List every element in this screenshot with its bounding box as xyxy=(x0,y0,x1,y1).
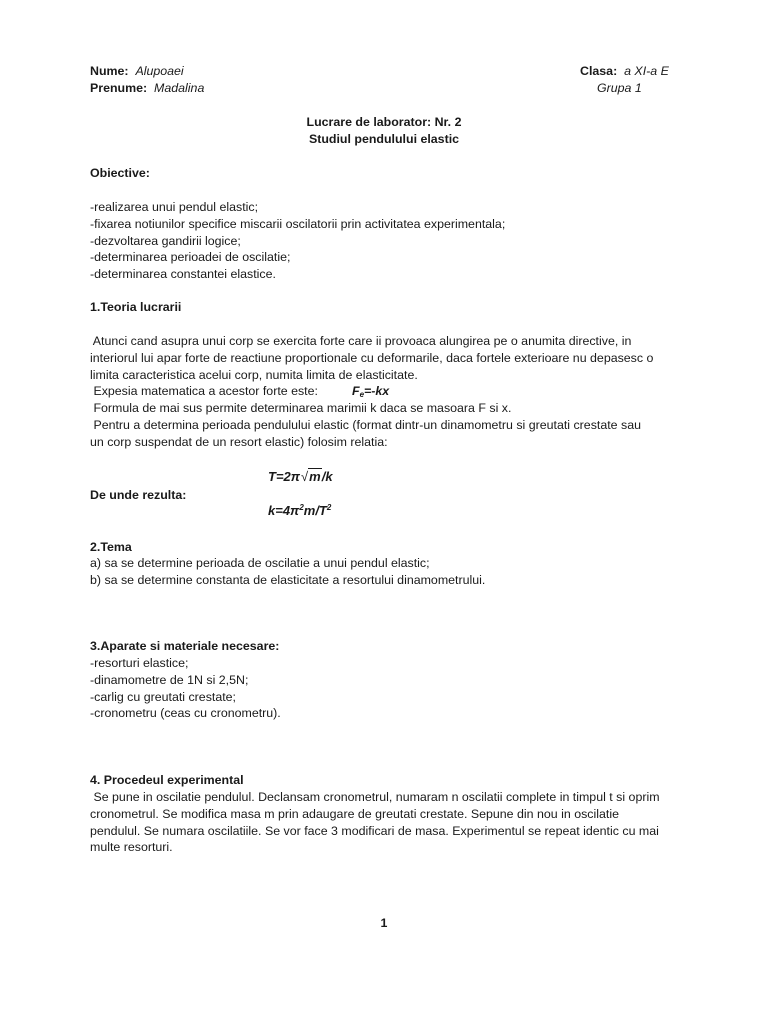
period-formula: T=2π√m/k xyxy=(268,469,333,484)
student-grupa: Grupa 1 xyxy=(597,81,642,95)
aparate-list xyxy=(90,655,690,722)
list-item: -determinarea constantei elastice. xyxy=(90,267,276,282)
nume-label: Nume: xyxy=(90,64,129,78)
paragraph-line: Se pune in oscilatie pendulul. Declansam cronometrul, numaram n oscilatii complete in timpul t si oprim xyxy=(90,790,660,804)
paragraph-line: pendulul. Se numara oscilatiile. Se vor face 3 modificari de masa. Experimentul se repeat identic cu mai xyxy=(90,823,659,838)
paragraph-line: interiorul lui apar forte de reactiune proportionale cu deformarile, daca fortele exterioare nu depasesc o xyxy=(90,350,654,365)
objectives-list xyxy=(90,199,690,283)
page-number: 1 xyxy=(380,916,388,930)
paragraph-line: Pentru a determina perioada pendulului elastic (format dintr-un dinamometru si greutati crestate sau xyxy=(90,417,641,432)
expression-line xyxy=(90,383,690,400)
prenume-value: Madalina xyxy=(154,81,205,95)
student-clasa xyxy=(580,63,669,80)
expression-text: Expesia matematica a acestor forte este: xyxy=(90,384,318,399)
nume-value: Alupoaei xyxy=(135,64,184,78)
list-item: a) sa se determine perioada de oscilatie a unui pendul elastic; xyxy=(90,556,430,570)
objectives-heading: Obiective: xyxy=(90,166,150,180)
paragraph-line: multe resorturi. xyxy=(90,840,173,855)
list-item: -carlig cu greutati crestate; xyxy=(90,689,236,704)
list-item: -fixarea notiunilor specifice miscarii oscilatorii prin activitatea experimentala; xyxy=(90,216,506,231)
tema-list xyxy=(90,555,690,589)
tema-heading: 2.Tema xyxy=(90,540,132,554)
paragraph-line: limita caracteristica acelui corp, numita limita de elasticitate. xyxy=(90,367,418,382)
list-item: -determinarea perioadei de oscilatie; xyxy=(90,250,291,265)
theory-paragraph xyxy=(90,333,690,451)
paragraph-line: cronometrul. Se modifica masa m prin adaugare de greutati crestate. Sepune din nou in oscilatie xyxy=(90,806,619,821)
page-subtitle: Studiul pendulului elastic xyxy=(308,132,460,146)
clasa-label: Clasa: xyxy=(580,64,618,78)
student-prenume xyxy=(90,80,204,97)
theory-heading: 1.Teoria lucrarii xyxy=(90,300,182,314)
paragraph-line: un corp suspendat de un resort elastic) folosim relatia: xyxy=(90,434,388,449)
student-name xyxy=(90,63,184,80)
list-item: b) sa se determine constanta de elasticitate a resortului dinamometrului. xyxy=(90,572,486,587)
clasa-value: a XI-a E xyxy=(624,64,669,78)
list-item: -resorturi elastice; xyxy=(90,656,189,670)
procedeu-paragraph xyxy=(90,789,690,856)
page-title: Lucrare de laborator: Nr. 2 xyxy=(306,115,462,129)
force-formula: $F_e=-kx$ xyxy=(352,384,390,400)
paragraph-line: Formula de mai sus permite determinarea marimii k daca se masoara F si x. xyxy=(90,401,512,416)
list-item: -dezvoltarea gandirii logice; xyxy=(90,233,241,248)
list-item: -dinamometre de 1N si 2,5N; xyxy=(90,672,249,687)
procedeu-heading: 4. Procedeul experimental xyxy=(90,773,244,787)
de-unde-label: De unde rezulta: xyxy=(90,488,187,502)
elastic-constant-formula: $k=4\pi^2m/T^2$ xyxy=(268,503,332,518)
list-item: -realizarea unui pendul elastic; xyxy=(90,200,259,214)
list-item: -cronometru (ceas cu cronometru). xyxy=(90,706,281,721)
paragraph-line: Atunci cand asupra unui corp se exercita forte care ii provoaca alungirea pe o anumita directive, in xyxy=(90,334,632,348)
prenume-label: Prenume: xyxy=(90,81,148,95)
aparate-heading: 3.Aparate si materiale necesare: xyxy=(90,639,280,653)
